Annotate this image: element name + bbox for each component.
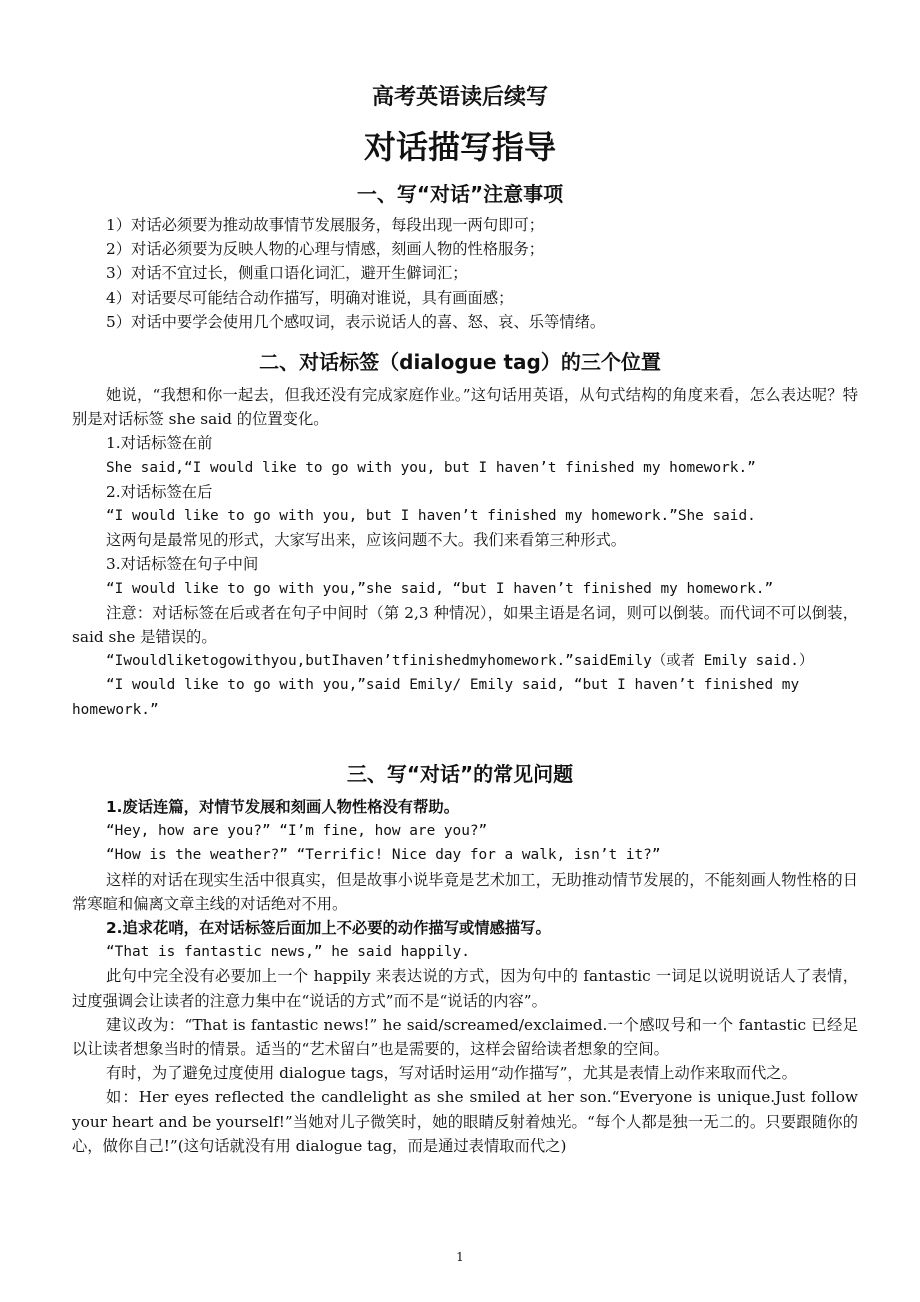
example-sentence: “That is fantastic news,” he said happily. bbox=[106, 944, 470, 961]
list-item: 5）对话中要学会使用几个感叹词，表示说话人的喜、怒、哀、乐等情绪。 bbox=[106, 312, 606, 331]
document-subtitle: 高考英语读后续写 bbox=[371, 85, 548, 110]
paragraph: 这两句是最常见的形式，大家写出来，应该问题不大。我们来看第三种形式。 bbox=[106, 531, 627, 550]
section2-body bbox=[72, 383, 858, 722]
list-item: 3）对话不宜过长，侧重口语化词汇，避开生僻词汇； bbox=[106, 264, 468, 283]
example-sentence: She said,“I would like to go with you, but I haven’t finished my homework.” bbox=[106, 459, 756, 476]
page-number: 1 bbox=[456, 1250, 464, 1264]
paragraph: 2.对话标签在后 bbox=[106, 482, 213, 501]
paragraph: 注意：对话标签在后或者在句子中间时（第 2,3 种情况），如果主语是名词，则可以倒装。而代词不可以倒装，said she 是错误的。 bbox=[72, 603, 858, 647]
paragraph: 如：Her eyes reflected the candlelight as she smiled at her son.“Everyone is unique.Just follow your heart and be yourself!”当她对儿子微笑时，她的眼睛反射着烛光。“每个人都是独一无二的。只要跟随你的心，做你自己!”(这句话就没有用 dialogue tag，而是通过表情取而代之) bbox=[72, 1088, 858, 1155]
example-sentence: “I would like to go with you,”said Emily/ Emily said, “but I haven’t finished my homework.” bbox=[72, 677, 800, 718]
paragraph: 3.对话标签在句子中间 bbox=[106, 555, 259, 574]
example-sentence: “I would like to go with you, but I haven’t finished my homework.”She said. bbox=[106, 508, 756, 525]
paragraph: 此句中完全没有必要加上一个 happily 来表达说的方式，因为句中的 fantastic 一词足以说明说话人了表情，过度强调会让读者的注意力集中在“说话的方式”而不是“说话的内容”。 bbox=[72, 967, 858, 1010]
section1-heading: 一、写“对话”注意事项 bbox=[356, 182, 564, 206]
example-sentence: “I would like to go with you,”she said, “but I haven’t finished my homework.” bbox=[106, 580, 774, 597]
section2-heading: 二、对话标签（dialogue tag）的三个位置 bbox=[259, 350, 661, 374]
example-sentence: “Iwouldliketogowithyou,butIhaven’tfinishedmyhomework.”saidEmily（或者 Emily said.） bbox=[106, 653, 814, 670]
example-sentence: “How is the weather?” “Terrific! Nice day for a walk, isn’t it?” bbox=[106, 847, 661, 864]
paragraph: 这样的对话在现实生活中很真实，但是故事小说毕竟是艺术加工，无助推动情节发展的，不能刻画人物性格的日常寒暄和偏离文章主线的对话绝对不用。 bbox=[72, 870, 858, 913]
list-item: 4）对话要尽可能结合动作描写，明确对谁说，具有画面感； bbox=[106, 288, 514, 307]
example-sentence: “Hey, how are you?” “I’m fine, how are you?” bbox=[106, 823, 488, 840]
list-item: 1）对话必须要为推动故事情节发展服务，每段出现一两句即可； bbox=[106, 216, 545, 234]
section3-body bbox=[72, 795, 858, 1158]
problem-title: 1.废话连篇，对情节发展和刻画人物性格没有帮助。 bbox=[106, 798, 459, 816]
section3-heading: 三、写“对话”的常见问题 bbox=[346, 762, 574, 786]
document-title: 对话描写指导 bbox=[363, 128, 556, 166]
section1-list bbox=[106, 213, 866, 334]
paragraph: 1.对话标签在前 bbox=[106, 434, 213, 453]
paragraph: 有时，为了避免过度使用 dialogue tags，写对话时运用“动作描写”，尤其是表情上动作来取而代之。 bbox=[106, 1064, 797, 1083]
paragraph: 她说，“我想和你一起去，但我还没有完成家庭作业。”这句话用英语，从句式结构的角度来看，怎么表达呢？特别是对话标签 she said 的位置变化。 bbox=[72, 386, 858, 429]
list-item: 2）对话必须要为反映人物的心理与情感，刻画人物的性格服务； bbox=[106, 240, 545, 259]
paragraph: 建议改为：“That is fantastic news!” he said/screamed/exclaimed.一个感叹号和一个 fantastic 已经足以让读者想象当时的情景。适当的“艺术留白”也是需要的，这样会留给读者想象的空间。 bbox=[72, 1015, 858, 1059]
problem-title: 2.追求花哨，在对话标签后面加上不必要的动作描写或情感描写。 bbox=[106, 919, 551, 938]
